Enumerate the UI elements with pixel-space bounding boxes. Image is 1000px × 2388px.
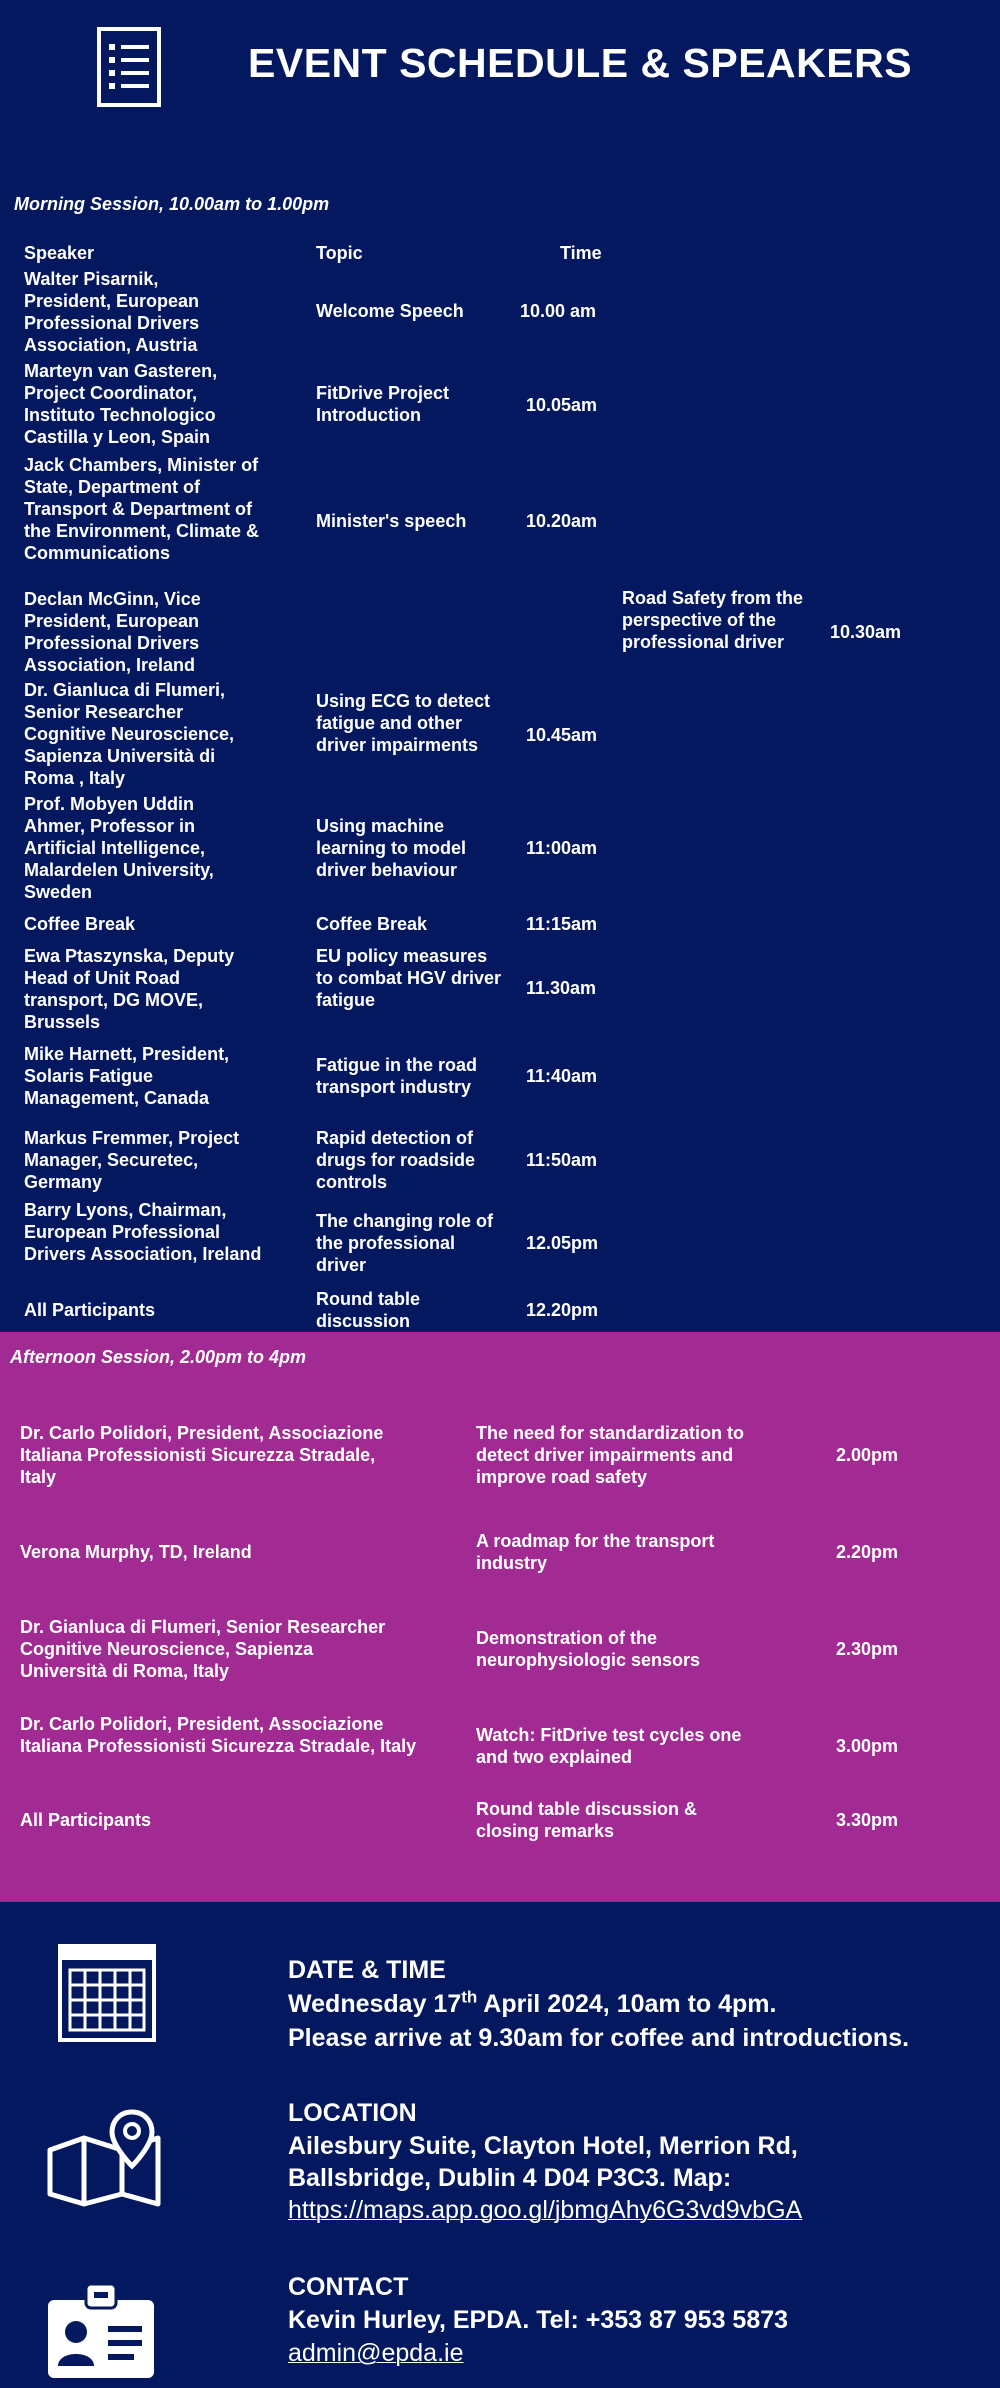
morning-row-11-time: 12.20pm bbox=[526, 1300, 599, 1320]
morning-row-7-topic: EU policy measures to combat HGV driver fatigue bbox=[316, 946, 502, 1010]
morning-row-7-time: 11.30am bbox=[526, 978, 597, 998]
calendar-icon bbox=[56, 1942, 158, 2044]
time-header: Time bbox=[560, 243, 602, 263]
morning-row-6-time: 11:15am bbox=[526, 914, 598, 934]
afternoon-row-3-time: 3.00pm bbox=[836, 1736, 899, 1756]
afternoon-session-title: Afternoon Session, 2.00pm to 4pm bbox=[10, 1347, 307, 1367]
contact-heading: CONTACT bbox=[288, 2273, 409, 2301]
morning-row-5-time: 11:00am bbox=[526, 838, 598, 858]
morning-row-8-topic: Fatigue in the road transport industry bbox=[316, 1055, 478, 1097]
map-pin-icon bbox=[46, 2108, 162, 2208]
afternoon-section bbox=[0, 1332, 1000, 1902]
topic-header: Topic bbox=[316, 243, 363, 263]
morning-row-2-topic: Minister's speech bbox=[316, 511, 467, 531]
afternoon-row-4-topic: Round table discussion & closing remarks bbox=[476, 1799, 698, 1841]
afternoon-row-0-topic: The need for standardization to detect driver impairments and improve road safety bbox=[476, 1423, 745, 1487]
morning-row-3-speaker: Declan McGinn, Vice President, European Professional Drivers Association, Ireland bbox=[24, 589, 201, 675]
morning-row-9-time: 11:50am bbox=[526, 1150, 598, 1170]
afternoon-row-2-speaker: Dr. Gianluca di Flumeri, Senior Researcher Cognitive Neuroscience, Sapienza Università di Roma, Italy bbox=[20, 1617, 386, 1681]
morning-row-10-time: 12.05pm bbox=[526, 1233, 599, 1253]
morning-row-5-topic: Using machine learning to model driver behaviour bbox=[316, 816, 467, 880]
afternoon-row-4-time: 3.30pm bbox=[836, 1810, 899, 1830]
afternoon-row-3-speaker: Dr. Carlo Polidori, President, Associazione Italiana Professionisti Sicurezza Stradale, Italy bbox=[20, 1714, 417, 1756]
afternoon-row-4-speaker: All Participants bbox=[20, 1810, 152, 1830]
morning-row-8-time: 11:40am bbox=[526, 1066, 598, 1086]
morning-row-1-time: 10.05am bbox=[526, 395, 598, 415]
date-line-1: Wednesday 17th April 2024, 10am to 4pm. bbox=[288, 1987, 777, 2018]
morning-row-10-topic: The changing role of the professional driver bbox=[316, 1211, 494, 1275]
date-heading: DATE & TIME bbox=[288, 1956, 446, 1984]
morning-row-11-speaker: All Participants bbox=[24, 1300, 156, 1320]
morning-row-0-speaker: Walter Pisarnik, President, European Professional Drivers Association, Austria bbox=[24, 269, 200, 355]
morning-row-6-topic: Coffee Break bbox=[316, 914, 428, 934]
morning-row-3-time: 10.30am bbox=[830, 622, 902, 642]
morning-session-title: Morning Session, 10.00am to 1.00pm bbox=[14, 194, 330, 214]
morning-row-3-topic: Road Safety from the perspective of the professional driver bbox=[622, 588, 804, 652]
map-link[interactable]: https://maps.app.goo.gl/jbmgAhy6G3vd9vbGA bbox=[288, 2196, 803, 2224]
afternoon-row-1-speaker: Verona Murphy, TD, Ireland bbox=[20, 1542, 252, 1562]
afternoon-row-2-time: 2.30pm bbox=[836, 1639, 899, 1659]
morning-row-1-speaker: Marteyn van Gasteren, Project Coordinator, Instituto Technologico Castilla y Leon, Spain bbox=[24, 361, 218, 447]
location-line-2: Ballsbridge, Dublin 4 D04 P3C3. Map: bbox=[288, 2164, 732, 2192]
event-info-section bbox=[0, 1902, 1000, 2388]
morning-row-6-speaker: Coffee Break bbox=[24, 914, 136, 934]
page-title: EVENT SCHEDULE & SPEAKERS bbox=[248, 40, 913, 86]
contact-card-icon bbox=[46, 2280, 156, 2380]
contact-line-1: Kevin Hurley, EPDA. Tel: +353 87 953 5873 bbox=[288, 2306, 789, 2334]
date-line-2: Please arrive at 9.30am for coffee and introductions. bbox=[288, 2024, 910, 2052]
location-heading: LOCATION bbox=[288, 2099, 417, 2127]
morning-row-11-topic: Round table discussion bbox=[316, 1289, 420, 1331]
email-link[interactable]: admin@epda.ie bbox=[288, 2339, 464, 2367]
morning-row-4-time: 10.45am bbox=[526, 725, 598, 745]
afternoon-row-3-topic: Watch: FitDrive test cycles one and two explained bbox=[476, 1725, 742, 1767]
location-line-1: Ailesbury Suite, Clayton Hotel, Merrion Rd, bbox=[288, 2132, 798, 2160]
afternoon-row-1-time: 2.20pm bbox=[836, 1542, 899, 1562]
morning-row-1-topic: FitDrive Project Introduction bbox=[316, 383, 450, 425]
afternoon-row-2-topic: Demonstration of the neurophysiologic sensors bbox=[476, 1628, 701, 1670]
morning-row-2-time: 10.20am bbox=[526, 511, 598, 531]
morning-row-8-speaker: Mike Harnett, President, Solaris Fatigue Management, Canada bbox=[24, 1044, 230, 1108]
morning-row-4-topic: Using ECG to detect fatigue and other driver impairments bbox=[316, 691, 491, 755]
afternoon-row-0-speaker: Dr. Carlo Polidori, President, Associazione Italiana Professionisti Sicurezza Stradale, Italy bbox=[20, 1423, 384, 1487]
speaker-header: Speaker bbox=[24, 243, 95, 263]
morning-row-7-speaker: Ewa Ptaszynska, Deputy Head of Unit Road transport, DG MOVE, Brussels bbox=[24, 946, 235, 1032]
afternoon-row-0-time: 2.00pm bbox=[836, 1445, 899, 1465]
morning-row-10-speaker: Barry Lyons, Chairman, European Professional Drivers Association, Ireland bbox=[24, 1200, 262, 1264]
morning-row-4-speaker: Dr. Gianluca di Flumeri, Senior Researcher Cognitive Neuroscience, Sapienza Università di Roma , Italy bbox=[24, 680, 235, 788]
morning-row-9-speaker: Markus Fremmer, Project Manager, Securetec, Germany bbox=[24, 1128, 240, 1192]
morning-row-0-time: 10.00 am bbox=[520, 301, 597, 321]
morning-row-2-speaker: Jack Chambers, Minister of State, Department of Transport & Department of the Environment, Climate & Communications bbox=[24, 455, 260, 563]
morning-row-5-speaker: Prof. Mobyen Uddin Ahmer, Professor in Artificial Intelligence, Malardelen University, Sweden bbox=[24, 794, 214, 902]
afternoon-row-1-topic: A roadmap for the transport industry bbox=[476, 1531, 715, 1573]
morning-row-9-topic: Rapid detection of drugs for roadside controls bbox=[316, 1128, 476, 1192]
morning-row-0-topic: Welcome Speech bbox=[316, 301, 464, 321]
document-list-icon bbox=[96, 26, 162, 108]
